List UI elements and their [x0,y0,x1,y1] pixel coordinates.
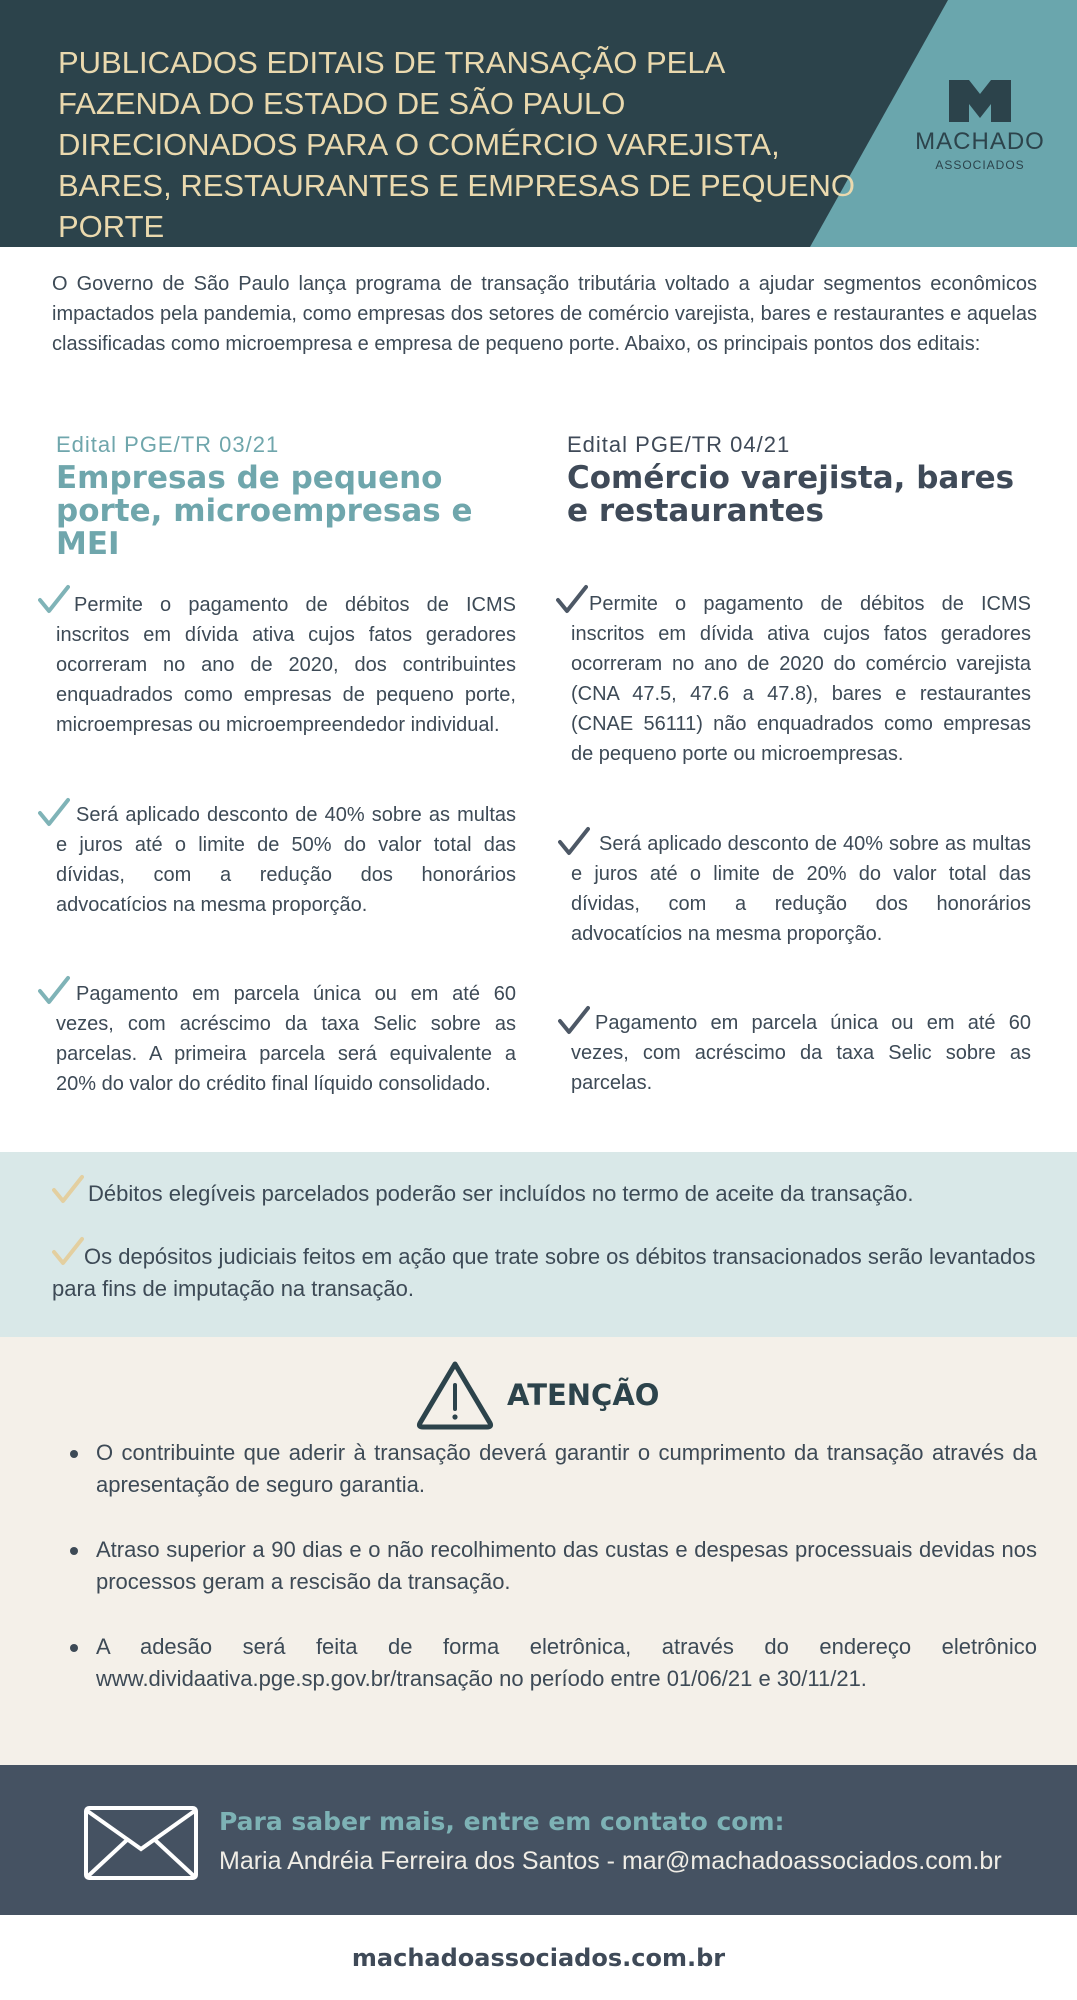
logo-m-icon [949,80,1011,122]
logo-subtitle: ASSOCIADOS [935,158,1025,172]
bullet-dot [70,1547,78,1555]
attention-item-text: Atraso superior a 90 dias e o não recolhimento das custas e despesas processuais devidas nos processos geram a rescisão da transação. [96,1537,1037,1594]
footer-website-link[interactable]: machadoassociados.com.br [351,1943,726,1972]
bullet-dot [70,1644,78,1652]
notes-band [0,1152,1077,1337]
edital-right-header [567,432,1027,528]
band-item-2: Os depósitos judiciais feitos em ação que trate sobre os débitos transacionados serão levantados para fins de imputação na transação. [52,1244,1036,1301]
contact-section [0,1765,1077,1915]
right-item-2: Será aplicado desconto de 40% sobre as multas e juros até o limite de 20% do valor total das dívidas, com a redução dos honorários advocatícios na mesma proporção. [571,833,1031,945]
band-item-1: Débitos elegíveis parcelados poderão ser incluídos no termo de aceite da transação. [88,1181,914,1206]
contact-title: Para saber mais, entre em contato com: [219,1807,785,1836]
edital-right-number: Edital PGE/TR 04/21 [567,432,791,457]
edital-left-number: Edital PGE/TR 03/21 [56,432,280,457]
attention-header [415,1357,659,1433]
right-item-3: Pagamento em parcela única ou em até 60 vezes, com acréscimo da taxa Selic sobre as parcelas. [571,1012,1031,1094]
attention-item-text: A adesão será feita de forma eletrônica, através do endereço eletrônico www.dividaativa.pge.sp.gov.br/transação no período entre 01/06/21 e 30/11/21. [96,1634,1037,1691]
attention-item [96,1534,1037,1598]
attention-title: ATENÇÃO [507,1378,660,1412]
attention-section [0,1337,1077,1765]
check-icon [52,1174,84,1206]
right-item-1: Permite o pagamento de débitos de ICMS inscritos em dívida ativa cujos fatos geradores ocorreram no ano de 2020 do comércio varejista (CNA 47.5, 47.6 a 47.8), bares e restaurantes (CNAE 56111) não enquadrados como empresas de pequeno porte ou microempresas. [571,593,1031,765]
attention-list [96,1437,1037,1728]
page-title: PUBLICADOS EDITAIS DE TRANSAÇÃO PELA FAZENDA DO ESTADO DE SÃO PAULO DIRECIONADOS PARA O COMÉRCIO VAREJISTA, BARES, RESTAURANTES E EMPRESAS DE PEQUENO PORTE [58,45,855,244]
attention-item [96,1631,1037,1695]
contact-email-line[interactable]: Maria Andréia Ferreira dos Santos - mar@machadoassociados.com.br [219,1847,1002,1875]
left-item-2: Será aplicado desconto de 40% sobre as multas e juros até o limite de 50% do valor total das dívidas, com a redução dos honorários advocatícios na mesma proporção. [56,804,516,916]
edital-left-header [56,432,516,561]
edital-left-heading: Empresas de pequeno porte, microempresas e MEI [56,460,473,562]
attention-item-text: O contribuinte que aderir à transação deverá garantir o cumprimento da transação através da apresentação de seguro garantia. [96,1440,1037,1497]
edital-right-heading: Comércio varejista, bares e restaurantes [567,460,1015,529]
left-item-3: Pagamento em parcela única ou em até 60 vezes, com acréscimo da taxa Selic sobre as parcelas. A primeira parcela será equivalente a 20% do valor do crédito final líquido consolidado. [56,983,516,1095]
intro-paragraph: O Governo de São Paulo lança programa de transação tributária voltado a ajudar segmentos econômicos impactados pela pandemia, como empresas dos setores de comércio varejista, bares e restaurantes e aquelas classificadas como microempresa e empresa de pequeno porte. Abaixo, os principais pontos dos editais: [52,273,1037,355]
bullet-dot [70,1450,78,1458]
warning-triangle-icon [415,1359,495,1431]
left-item-1: Permite o pagamento de débitos de ICMS inscritos em dívida ativa cujos fatos geradores ocorreram no ano de 2020, dos contribuintes enquadrados como empresas de pequeno porte, microempresas ou microempreendedor individual. [56,594,516,736]
attention-item [96,1437,1037,1501]
envelope-icon [83,1805,199,1881]
logo-name: MACHADO [915,128,1045,155]
company-logo [905,80,1055,172]
header-banner [0,0,1077,247]
